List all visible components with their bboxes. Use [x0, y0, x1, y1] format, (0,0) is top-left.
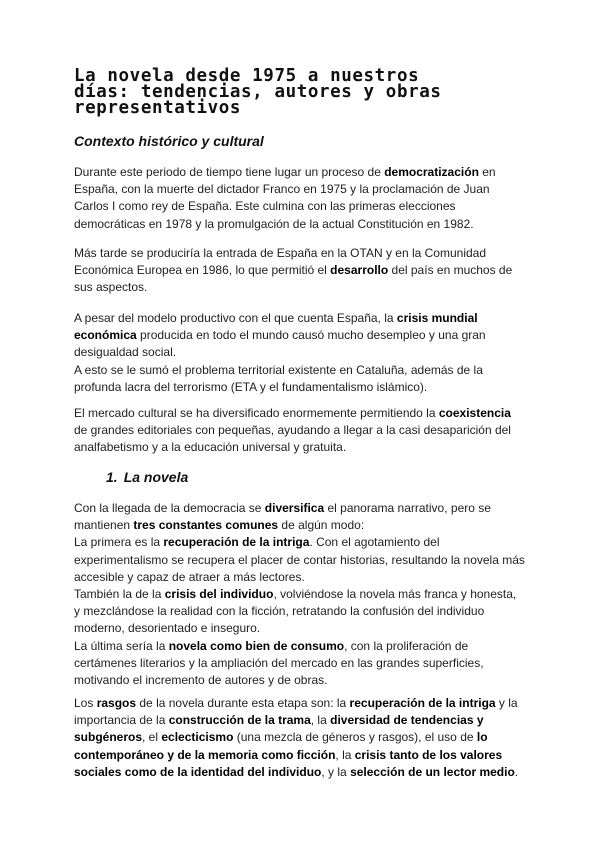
bold-run: crisis mundial [396, 311, 478, 325]
text-line [74, 500, 534, 517]
bold-run: crisis tanto de los valores [354, 747, 503, 762]
text-run: , el [142, 730, 162, 745]
paragraph [74, 164, 534, 233]
text-run: desigualdad social. [74, 345, 177, 360]
text-line [74, 198, 534, 215]
text-run: del país en muchos de [388, 263, 513, 278]
text-line [74, 164, 534, 181]
paragraph [74, 405, 534, 457]
text-run: producida en todo el mundo causó mucho desempleo y una gran [136, 328, 486, 343]
text-run: accesible y capaz de atraer a más lectores. [74, 569, 305, 584]
text-run: El mercado cultural se ha diversificado enormemente permitiendo la [74, 406, 439, 420]
text-line [74, 534, 534, 551]
text-run: moderno, desorientado e inseguro. [74, 621, 261, 636]
text-run: Más tarde se produciría la entrada de España en la OTAN y en la Comunidad [74, 246, 487, 260]
text-run: , la [335, 747, 355, 762]
text-line [74, 279, 534, 296]
text-line [74, 552, 534, 569]
paragraph [74, 245, 534, 297]
bold-run: crisis del individuo [164, 587, 274, 602]
text-run: , la [310, 713, 331, 728]
bold-run: eclecticismo [161, 730, 234, 745]
text-run: Económica Europea en 1986, lo que permitió el [74, 263, 331, 278]
title-line: días: tendencias, autores y obras [74, 82, 442, 102]
bold-run: rasgos [96, 696, 137, 710]
text-run: , volviéndose la novela más franca y honesta, [273, 587, 517, 602]
paragraph [74, 500, 534, 689]
text-run: certámenes literarios y la ampliación del mercado en las grandes superficies, [74, 655, 484, 670]
text-run: en [478, 165, 496, 179]
text-line [74, 517, 534, 534]
text-run: analfabetismo y a la educación universal y gratuita. [74, 440, 347, 455]
text-line [74, 603, 534, 620]
bold-run: subgéneros [74, 730, 143, 745]
paragraph [74, 695, 534, 781]
document-title [74, 68, 534, 116]
text-line [74, 729, 534, 746]
text-run: España, con la muerte del dictador Franco en 1975 y la proclamación de Juan [74, 182, 490, 197]
text-run: importancia de la [74, 713, 169, 728]
text-line [74, 764, 534, 781]
bold-run: coexistencia [438, 406, 511, 420]
text-run: el panorama narrativo, pero se [324, 501, 491, 515]
bold-run: lo [476, 730, 488, 745]
bold-run: recuperación de la intriga [163, 535, 310, 550]
text-run: (una mezcla de géneros y rasgos), el uso de [233, 730, 477, 745]
text-run: Con la llegada de la democracia se [74, 501, 265, 515]
text-run: . [514, 764, 519, 779]
text-line [74, 695, 534, 712]
text-run: A pesar del modelo productivo con el que cuenta España, la [74, 311, 397, 325]
text-run: de grandes editoriales con pequeñas, ayudando a llegar a la casi desaparición del [74, 423, 511, 438]
text-line [74, 422, 534, 439]
text-line [74, 216, 534, 233]
text-run: sus aspectos. [74, 280, 148, 295]
text-run: Carlos I como rey de España. Este culmina con las primeras elecciones [74, 199, 456, 214]
text-line [74, 439, 534, 456]
bold-run: diversifica [264, 501, 325, 515]
text-run: motivando el incremento de autores y de obras. [74, 673, 328, 688]
text-line [74, 586, 534, 603]
bold-run: construcción de la trama [168, 713, 311, 728]
text-run: Los [74, 696, 97, 710]
bold-run: novela como bien de consumo [168, 638, 345, 653]
text-line [74, 569, 534, 586]
subsection-title: La novela [123, 469, 189, 485]
text-run: La última sería la [74, 638, 169, 653]
text-line [74, 655, 534, 672]
bold-run: democratización [384, 165, 479, 179]
title-line: representativos [74, 98, 242, 118]
text-run: de la novela durante esta etapa son: la [136, 696, 350, 710]
text-line [74, 379, 534, 396]
text-run: profunda lacra del terrorismo (ETA y el fundamentalismo islámico). [74, 379, 428, 394]
text-line [74, 344, 534, 361]
title-line: La novela desde 1975 a nuestros [74, 66, 420, 86]
text-run: democráticas en 1978 y la promulgación de la actual Constitución en 1982. [74, 216, 474, 231]
bold-run: recuperación de la intriga [349, 696, 496, 710]
text-run: mantienen [74, 518, 134, 533]
bold-run: tres constantes comunes [133, 518, 279, 533]
text-line [74, 672, 534, 689]
text-run: y la [495, 696, 518, 710]
paragraph [74, 310, 534, 396]
text-run: experimentalismo se recupera el placer de contar historias, resultando la novela más [74, 552, 525, 567]
text-run: y mezclándose la realidad con la ficción, retratando la confusión del individuo [74, 604, 485, 619]
bold-run: diversidad de tendencias y [330, 713, 484, 728]
bold-run: desarrollo [330, 263, 389, 278]
text-line [74, 262, 534, 279]
text-line [74, 405, 534, 422]
text-run: Durante este periodo de tiempo tiene lugar un proceso de [74, 165, 385, 179]
bold-run: sociales como de la identidad del individuo [74, 764, 322, 779]
section-heading: Contexto histórico y cultural [74, 133, 264, 149]
text-line [74, 712, 534, 729]
bold-run: económica [74, 328, 137, 343]
subsection-number: 1. [106, 469, 118, 485]
text-line [74, 747, 534, 764]
text-run: La primera es la [74, 535, 164, 550]
text-line [74, 310, 534, 327]
text-run: También la de la [74, 587, 165, 602]
text-line [74, 638, 534, 655]
text-run: , y la [321, 764, 351, 779]
text-line [74, 620, 534, 637]
text-line [74, 327, 534, 344]
text-run: . Con el agotamiento del [309, 535, 440, 550]
bold-run: selección de un lector medio [350, 764, 515, 779]
text-run: , con la proliferación de [344, 638, 469, 653]
text-line [74, 181, 534, 198]
text-run: A esto se le sumó el problema territorial existente en Cataluña, además de la [74, 362, 483, 377]
subsection-heading [106, 469, 188, 485]
text-run: de algún modo: [278, 518, 365, 533]
text-line [74, 245, 534, 262]
text-line [74, 362, 534, 379]
bold-run: contemporáneo y de la memoria como ficción [74, 747, 336, 762]
